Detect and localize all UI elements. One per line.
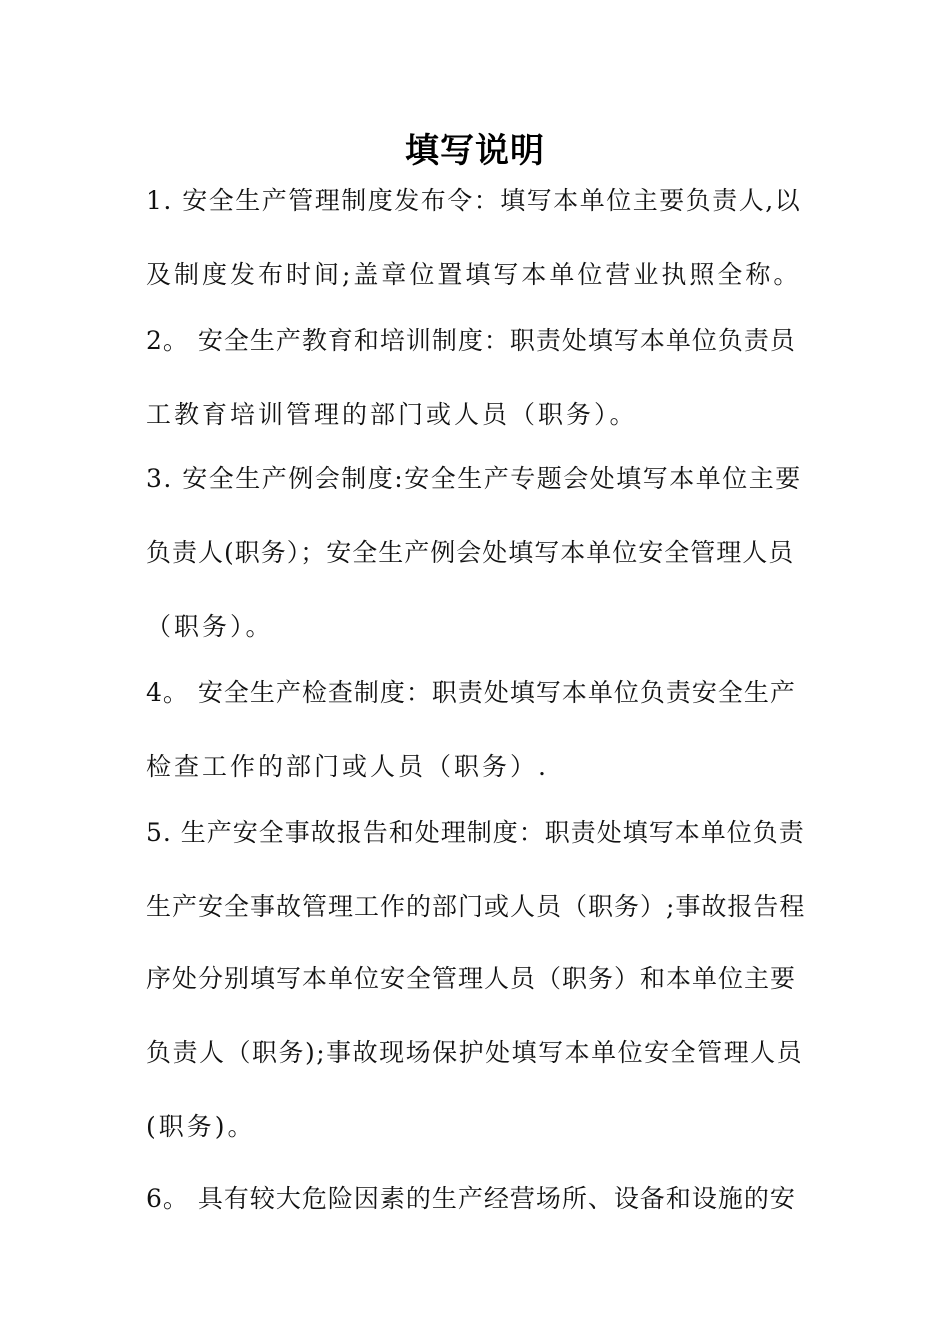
body-line-3: 2。 安全生产教育和培训制度：职责处填写本单位负责员 [146,326,796,355]
body-line-15: 6。 具有较大危险因素的生产经营场所、设备和设施的安 [146,1184,796,1213]
body-line-12: 序处分别填写本单位安全管理人员（职务）和本单位主要 [146,964,797,993]
body-line-4: 工教育培训管理的部门或人员（职务）。 [146,400,638,429]
body-line-1: 1. 安全生产管理制度发布令：填写本单位主要负责人,以 [146,186,802,215]
body-line-8: 4。 安全生产检查制度：职责处填写本单位负责安全生产 [146,678,796,707]
body-line-6: 负责人(职务）；安全生产例会处填写本单位安全管理人员 [146,538,795,567]
body-line-10: 5. 生产安全事故报告和处理制度：职责处填写本单位负责 [146,818,805,847]
body-line-7: （职务）。 [146,612,274,641]
body-line-9: 检查工作的部门或人员（职务）. [146,752,549,781]
body-line-13: 负责人（职务);事故现场保护处填写本单位安全管理人员 [146,1038,804,1067]
body-line-5: 3. 安全生产例会制度:安全生产专题会处填写本单位主要 [146,464,802,493]
body-line-11: 生产安全事故管理工作的部门或人员（职务）;事故报告程 [146,892,806,921]
body-line-2: 及制度发布时间;盖章位置填写本单位营业执照全称。 [146,260,802,289]
body-line-14: (职务)。 [146,1112,256,1141]
page-title: 填写说明 [405,131,545,171]
